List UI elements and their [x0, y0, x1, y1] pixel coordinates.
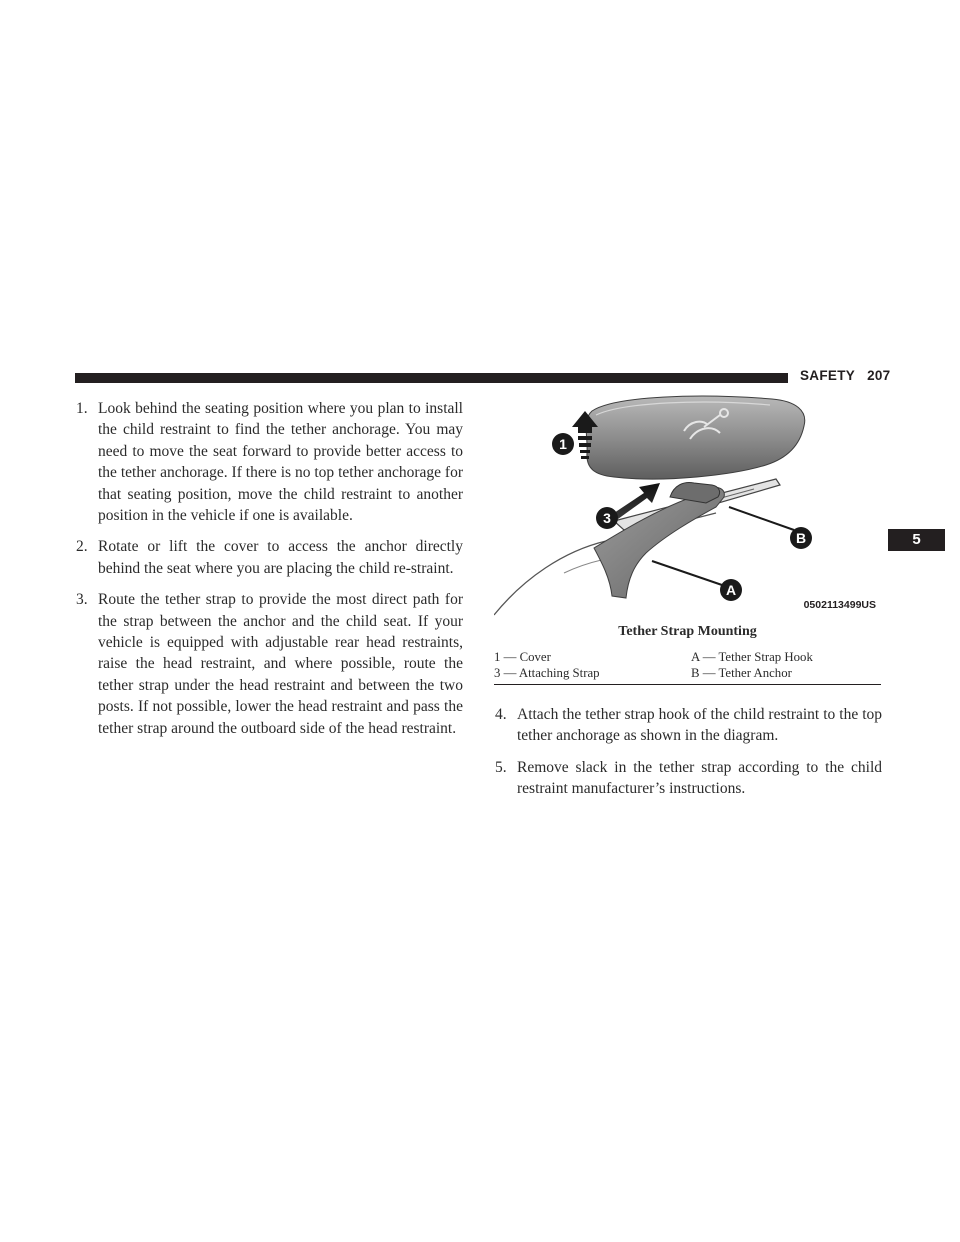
header-rule: [75, 373, 788, 383]
step-number: 3.: [76, 591, 88, 609]
step-number: 1.: [76, 400, 88, 417]
legend-row: [494, 650, 881, 666]
step-text: Rotate or lift the cover to access the anchor directly behind the seat where you are placing the child re-straint.: [98, 538, 463, 577]
callout-1: [552, 433, 574, 455]
left-column: [76, 398, 463, 749]
callout-a-label: A: [725, 582, 737, 598]
section-title: SAFETY: [800, 368, 856, 383]
legend-item: 1 — Cover: [494, 650, 551, 664]
page-header: [800, 368, 891, 383]
step-2: [76, 536, 463, 579]
page-number: 207: [867, 368, 891, 383]
callout-3: [596, 507, 618, 529]
callout-b: [790, 527, 812, 549]
callout-3-label: 3: [603, 510, 611, 526]
legend-item: A — Tether Strap Hook: [691, 650, 813, 664]
right-column: [495, 704, 882, 810]
step-5: [495, 757, 882, 800]
tether-strap-illustration: [494, 393, 881, 618]
callout-a: [720, 579, 742, 601]
leader-line-a: [652, 561, 722, 585]
step-text: Attach the tether strap hook of the child restraint to the top tether anchorage as shown in the diagram.: [517, 706, 882, 745]
legend-row: [494, 666, 881, 682]
illustration-svg: [494, 393, 881, 618]
tether-hook: [670, 483, 720, 503]
step-text: Remove slack in the tether strap according to the child restraint manufacturer’s instructions.: [517, 758, 882, 798]
step-3: [76, 589, 463, 739]
figure-legend: [494, 650, 881, 685]
chapter-tab: 5: [888, 529, 945, 551]
step-1: [76, 398, 463, 526]
step-4: [495, 704, 882, 747]
legend-item: 3 — Attaching Strap: [494, 665, 600, 680]
legend-item: B — Tether Anchor: [691, 665, 792, 680]
callout-1-label: 1: [559, 436, 567, 452]
step-text: Route the tether strap to provide the most direct path for the strap between the anchor and the child seat. If your vehicle is equipped with adjustable rear head restraints, raise the head restraint, and where possible, route the tether strap under the head restraint and between the two posts. If not possible, lower the head restraint and pass the tether strap around the outboard side of the head restraint.: [98, 591, 463, 737]
tether-strap: [594, 487, 724, 598]
callout-b-label: B: [795, 530, 807, 546]
step-number: 4.: [495, 706, 507, 723]
step-text: Look behind the seating position where you plan to install the child restraint to find the tether anchorage. You may need to move the seat forward to provide better access to the tether anchorage. If there is no top tether anchorage for that seating position, move the child restraint to another position in the vehicle if one is available.: [98, 400, 463, 525]
step-number: 2.: [76, 538, 88, 556]
figure-caption: Tether Strap Mounting: [618, 624, 757, 639]
leader-line-b: [729, 507, 794, 530]
step-number: 5.: [495, 758, 507, 776]
image-code: 0502113499US: [803, 599, 876, 611]
